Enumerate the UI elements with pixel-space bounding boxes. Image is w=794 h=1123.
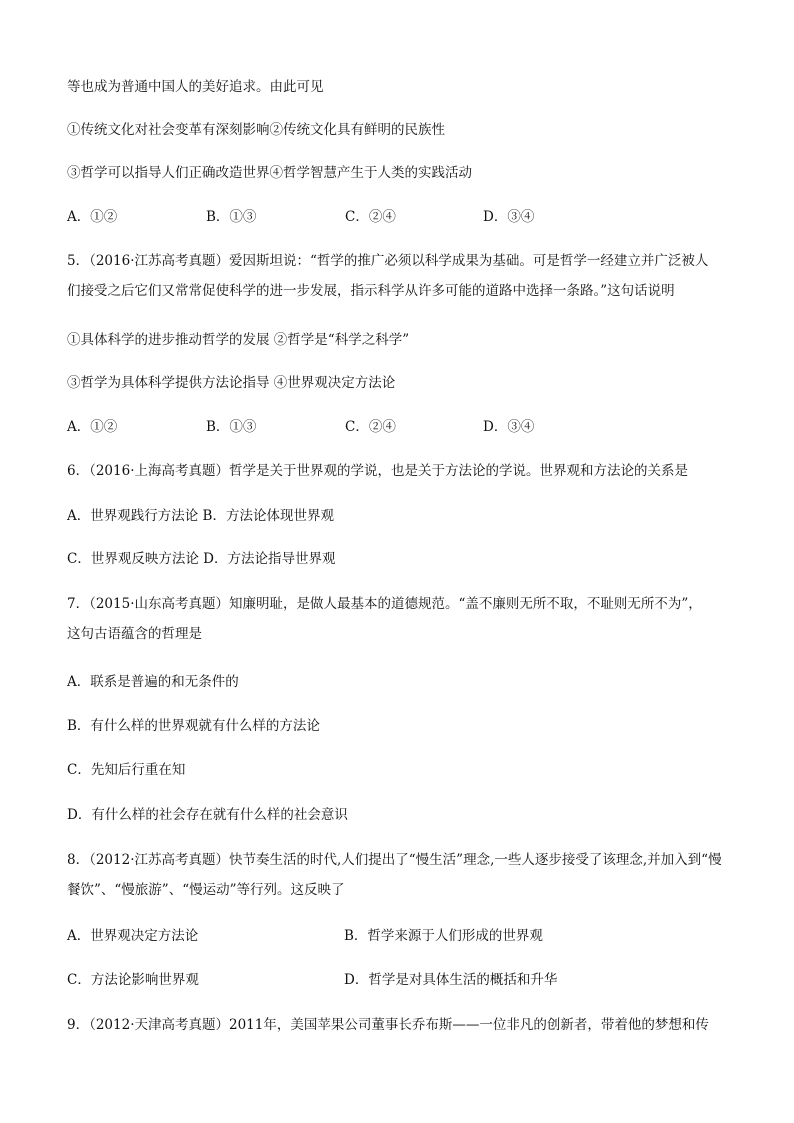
q4-stem-continuation: 等也成为普通中国人的美好追求。由此可见 — [67, 79, 324, 95]
q5-stem-line-1: 5．（2016·江苏高考真题）爱因斯坦说：“哲学的推广必须以科学成果为基础。可是哲学一经建立并广泛被人 — [67, 253, 709, 269]
q4-option-c[interactable]: C．②④ — [345, 209, 396, 225]
q7-stem-line-2: 这句古语蕴含的哲理是 — [67, 626, 202, 642]
q5-option-d[interactable]: D．③④ — [483, 419, 535, 435]
q7-option-d[interactable]: D．有什么样的社会存在就有什么样的社会意识 — [67, 807, 348, 823]
q4-option-d[interactable]: D．③④ — [483, 209, 535, 225]
q7-option-a[interactable]: A．联系是普遍的和无条件的 — [67, 674, 239, 690]
q7-option-b[interactable]: B．有什么样的世界观就有什么样的方法论 — [67, 718, 320, 734]
q8-stem-line-1: 8．（2012·江苏高考真题）快节奏生活的时代,人们提出了“慢生活”理念,一些人逐步接受了该理念,并加入到“慢 — [67, 852, 722, 868]
q4-item-line-1: ①传统文化对社会变革有深刻影响②传统文化具有鲜明的民族性 — [67, 122, 445, 138]
q5-item-line-1: ①具体科学的进步推动哲学的发展 ②哲学是“科学之科学” — [67, 332, 410, 348]
q8-option-a[interactable]: A．世界观决定方法论 — [67, 928, 199, 944]
q5-option-b[interactable]: B．①③ — [206, 419, 257, 435]
q5-stem-line-2: 们接受之后它们又常常促使科学的进一步发展，指示科学从许多可能的道路中选择一条路。”这句话说明 — [67, 283, 675, 299]
q8-stem-line-2: 餐饮”、“慢旅游”、“慢运动”等行列。这反映了 — [67, 882, 345, 898]
q6-stem: 6．（2016·上海高考真题）哲学是关于世界观的学说，也是关于方法论的学说。世界观和方法论的关系是 — [67, 463, 688, 479]
q4-option-a[interactable]: A．①② — [67, 209, 118, 225]
q7-stem-line-1: 7．（2015·山东高考真题）知廉明耻，是做人最基本的道德规范。“盖不廉则无所不取，不耻则无所不为”， — [67, 596, 702, 612]
q8-option-c[interactable]: C．方法论影响世界观 — [67, 972, 199, 988]
q5-option-a[interactable]: A．①② — [67, 419, 118, 435]
q8-option-b[interactable]: B．哲学来源于人们形成的世界观 — [344, 928, 543, 944]
q7-option-c[interactable]: C．先知后行重在知 — [67, 762, 186, 778]
q8-option-d[interactable]: D．哲学是对具体生活的概括和升华 — [344, 972, 558, 988]
q6-options-row-2[interactable]: C．世界观反映方法论 D．方法论指导世界观 — [67, 551, 336, 567]
q4-option-b[interactable]: B．①③ — [206, 209, 257, 225]
q5-option-c[interactable]: C．②④ — [345, 419, 396, 435]
q4-item-line-2: ③哲学可以指导人们正确改造世界④哲学智慧产生于人类的实践活动 — [67, 165, 472, 181]
q5-item-line-2: ③哲学为具体科学提供方法论指导 ④世界观决定方法论 — [67, 375, 396, 391]
q9-stem-line-1: 9．（2012·天津高考真题）2011年，美国苹果公司董事长乔布斯——一位非凡的创新者，带着他的梦想和传 — [67, 1017, 709, 1033]
q6-options-row-1[interactable]: A．世界观践行方法论 B．方法论体现世界观 — [67, 508, 334, 524]
